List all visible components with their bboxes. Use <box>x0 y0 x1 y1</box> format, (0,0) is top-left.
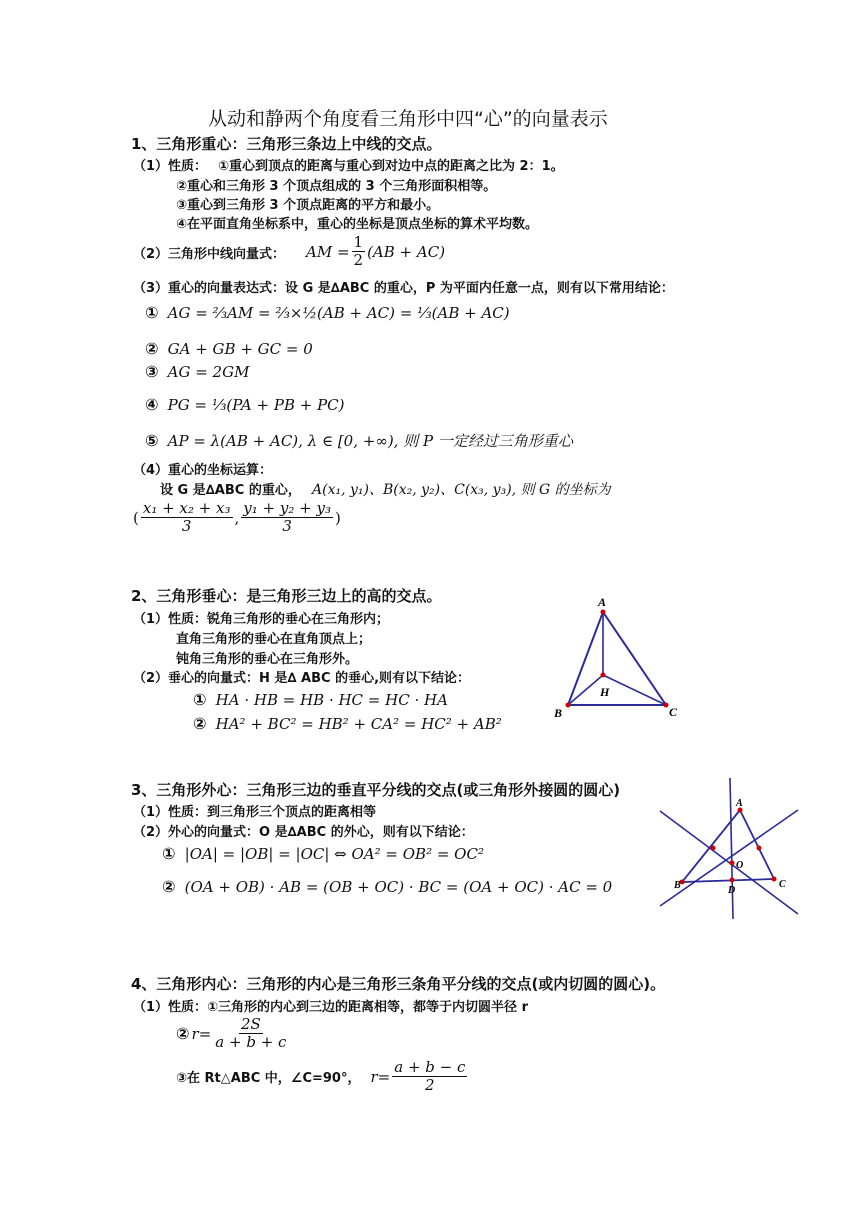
s1-property-2: ②重心和三角形 3 个顶点组成的 3 个三角形面积相等。 <box>176 179 497 194</box>
midpoint-ac <box>757 846 762 851</box>
formula-index: ① <box>193 690 207 709</box>
s1-prop-label: （1）性质： <box>133 159 208 174</box>
label-c: C <box>779 879 786 890</box>
formula-index: ⑤ <box>145 431 159 450</box>
s1-coord-label: （4）重心的坐标运算： <box>133 463 273 478</box>
s3-property-1: （1）性质：到三角形三个顶点的距离相等 <box>133 805 377 820</box>
s1-median-label: （2）三角形中线向量式： <box>133 247 286 262</box>
label-c: C <box>669 705 678 719</box>
bisector-bc <box>730 778 733 919</box>
bisector-ab <box>660 811 798 914</box>
formula-expr: |OA| = |OB| = |OC| ⇔ OA² = OB² = OC² <box>184 845 484 863</box>
s1-property-3: ③重心到三角形 3 个顶点距离的平方和最小。 <box>176 198 440 213</box>
formula-expr: AG = ⅔AM = ⅔×½(AB + AC) = ⅓(AB + AC) <box>167 304 510 322</box>
formula-expr: HA² + BC² = HB² + CA² = HC² + AB² <box>215 715 502 733</box>
midpoint-ab <box>711 846 716 851</box>
circumcenter-formula-1 <box>162 844 484 863</box>
radius-fraction: $\frac{a + b - c}{2}$ <box>394 1058 466 1094</box>
page-title: 从动和静两个角度看三角形中四“心”的向量表示 <box>208 108 608 130</box>
formula-expr: AP = λ(AB + AC), λ ∈ [0, +∞), 则 P 一定经过三角形重心 <box>167 432 573 450</box>
orthocenter-formula-1 <box>193 690 448 709</box>
incircle-radius-formula <box>176 1016 290 1051</box>
centroid-formula-3 <box>145 362 249 381</box>
s1-coord-text: 设 G 是∆ABC 的重心， <box>160 483 301 498</box>
label-h: H <box>600 685 610 699</box>
s1-property-4: ④在平面直角坐标系中，重心的坐标是顶点坐标的算术平均数。 <box>176 217 539 232</box>
section3-heading: 3、三角形外心：三角形三边的垂直平分线的交点(或三角形外接圆的圆心) <box>131 781 621 799</box>
fraction-half: $\frac{1}{2}$ <box>353 233 364 269</box>
centroid-formula-2 <box>145 339 313 358</box>
formula-lhs: r= <box>191 1024 212 1043</box>
circumcenter-formula-2 <box>162 877 612 896</box>
label-o: O <box>736 860 744 871</box>
formula-index: ② <box>176 1024 190 1043</box>
formula-index: ④ <box>145 395 159 414</box>
formula-index: ① <box>162 844 176 863</box>
label-a: A <box>736 798 743 809</box>
s2-vector-label: （2）垂心的向量式：H 是∆ ABC 的垂心,则有以下结论： <box>133 671 471 686</box>
section4-heading: 4、三角形内心：三角形的内心是三角形三条角平分线的交点(或内切圆的圆心)。 <box>131 975 666 993</box>
formula-lhs: r= <box>370 1067 391 1086</box>
section2-heading: 2、三角形垂心：是三角形三边上的高的交点。 <box>131 587 442 605</box>
s4-property-1: （1）性质：①三角形的内心到三边的距离相等，都等于内切圆半径 r <box>133 1000 528 1015</box>
right-triangle-formula <box>176 1059 469 1094</box>
point-h <box>601 673 606 678</box>
formula-expr: HA · HB = HB · HC = HC · HA <box>215 691 448 709</box>
median-formula <box>306 234 445 269</box>
centroid-coordinate: ( $\frac{\text{x₁ + x₂ + x₃}}{3}$ , $\frac{\text{y₁ + y₂ + y₃}}{3}$ ) <box>133 499 341 535</box>
orthocenter-diagram <box>548 592 688 722</box>
centroid-formula-1 <box>145 303 510 322</box>
label-b: B <box>674 880 681 891</box>
median-rhs: (AB + AC) <box>367 242 446 261</box>
point-c <box>664 703 669 708</box>
s1-coord-points: A(x₁, y₁)、B(x₂, y₂)、C(x₃, y₃), 则 G 的坐标为 <box>312 482 611 498</box>
formula-index: ② <box>162 877 176 896</box>
coord-y-fraction: $\frac{\text{y₁ + y₂ + y₃}}{3}$ <box>243 499 331 535</box>
formula-index: ③ <box>145 362 159 381</box>
triangle-abc <box>568 612 666 705</box>
section1-heading: 1、三角形重心：三角形三条边上中线的交点。 <box>131 135 442 153</box>
point-d <box>730 878 735 883</box>
point-a <box>601 610 606 615</box>
formula-expr: AG = 2GM <box>167 363 250 381</box>
formula-index: ① <box>145 303 159 322</box>
point-b <box>566 703 571 708</box>
label-d: D <box>728 885 736 896</box>
coord-x-fraction: $\frac{\text{x₁ + x₂ + x₃}}{3}$ <box>142 499 231 535</box>
orthocenter-formula-2 <box>193 714 502 733</box>
label-b: B <box>554 706 563 720</box>
radius-fraction: $\frac{2S}{a + b + c}$ <box>215 1015 287 1051</box>
point-o <box>730 861 735 866</box>
centroid-formula-5 <box>145 430 573 451</box>
s2-property-3: 钝角三角形的垂心在三角形外。 <box>176 652 359 667</box>
formula-expr: GA + GB + GC = 0 <box>167 340 313 358</box>
circumcenter-diagram <box>658 776 800 922</box>
formula-expr: (OA + OB) · AB = (OB + OC) · BC = (OA + OC) · AC = 0 <box>184 878 613 896</box>
s2-property-2: 直角三角形的垂心在直角顶点上； <box>176 632 372 647</box>
s1-property-1: ①重心到顶点的距离与重心到对边中点的距离之比为 2：1。 <box>218 159 564 174</box>
point-c <box>772 877 777 882</box>
formula-expr: PG = ⅓(PA + PB + PC) <box>167 396 345 414</box>
formula-index: ② <box>145 339 159 358</box>
s2-property-1: （1）性质：锐角三角形的垂心在三角形内； <box>133 612 390 627</box>
s1-vector-label: （3）重心的向量表达式：设 G 是∆ABC 的重心，P 为平面内任意一点，则有以下常用结论： <box>133 281 674 296</box>
centroid-formula-4 <box>145 395 345 414</box>
label-a: A <box>598 595 607 609</box>
formula-index: ② <box>193 714 207 733</box>
formula-text: ③在 Rt△ABC 中，∠C=90°， <box>176 1071 361 1086</box>
s3-vector-label: （2）外心的向量式：O 是∆ABC 的外心，则有以下结论： <box>133 825 474 840</box>
median-lhs: AM = <box>306 242 350 261</box>
